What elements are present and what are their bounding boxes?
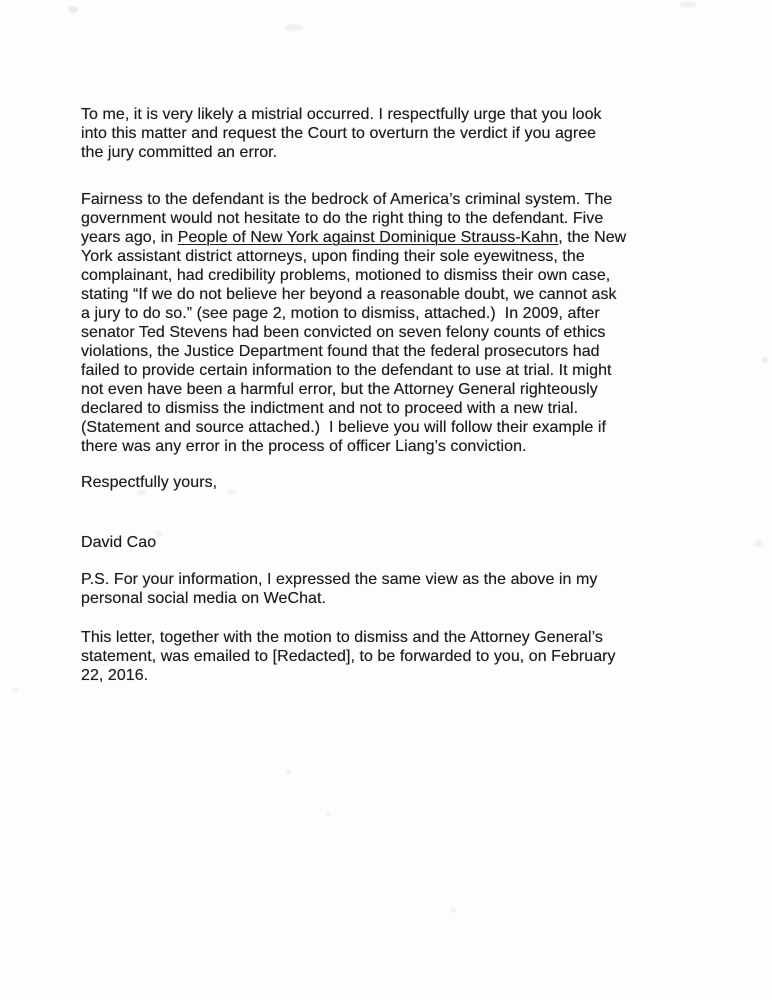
letter-line: declared to dismiss the indictment and not to proceed with a new trial. (81, 400, 579, 417)
letter-line: violations, the Justice Department found that the federal prosecutors had (81, 343, 600, 360)
letter-line: Fairness to the defendant is the bedrock of America’s criminal system. The (81, 191, 613, 208)
letter-line: (Statement and source attached.) I believe you will follow their example if (81, 419, 606, 436)
letter-line: This letter, together with the motion to dismiss and the Attorney General’s (81, 629, 603, 646)
letter-line: a jury to do so.” (see page 2, motion to dismiss, attached.) In 2009, after (81, 305, 600, 322)
letter-line: senator Ted Stevens had been convicted on seven felony counts of ethics (81, 324, 606, 341)
scan-noise-speck (286, 770, 291, 775)
scan-noise-speck (762, 357, 768, 363)
letter-line: into this matter and request the Court to overturn the verdict if you agree (81, 125, 597, 142)
letter-line: there was any error in the process of officer Liang’s conviction. (81, 438, 527, 455)
scan-noise-speck (754, 540, 763, 547)
letter-line: stating “If we do not believe her beyond a reasonable doubt, we cannot ask (81, 286, 617, 303)
letter-line: government would not hesitate to do the right thing to the defendant. Five (81, 210, 604, 227)
paragraph-closing (81, 473, 687, 492)
letter-line: complainant, had credibility problems, motioned to dismiss their own case, (81, 267, 611, 284)
letter-line: failed to provide certain information to the defendant to use at trial. It might (81, 362, 612, 379)
letter-line: David Cao (81, 534, 157, 551)
scan-noise-speck (680, 2, 696, 7)
letter-body (81, 105, 687, 685)
scan-noise-speck (68, 6, 78, 13)
letter-line: York assistant district attorneys, upon finding their sole eyewitness, the (81, 248, 585, 265)
letter-line: the jury committed an error. (81, 144, 278, 161)
letter-line: personal social media on WeChat. (81, 590, 326, 607)
scan-noise-speck (12, 688, 19, 693)
paragraph-postscript (81, 570, 687, 608)
letter-line: Respectfully yours, (81, 474, 218, 491)
letter-line: 22, 2016. (81, 667, 149, 684)
letter-line: To me, it is very likely a mistrial occurred. I respectfully urge that you look (81, 106, 602, 123)
paragraph-signature (81, 533, 687, 552)
letter-line-with-citation: years ago, in People of New York against Dominique Strauss-Kahn, the New (81, 229, 627, 246)
letter-line: P.S. For your information, I expressed the same view as the above in my (81, 571, 598, 588)
letter-line: statement, was emailed to [Redacted], to be forwarded to you, on February (81, 648, 616, 665)
case-citation-underlined: People of New York against Dominique Strauss-Kahn (177, 229, 559, 246)
scan-noise-speck (326, 811, 331, 816)
paragraph-fairness-argument (81, 190, 687, 456)
scan-noise-speck (451, 908, 456, 913)
paragraph-mistrial-claim (81, 105, 687, 162)
paragraph-delivery-note (81, 628, 687, 685)
letter-line: not even have been a harmful error, but the Attorney General righteously (81, 381, 598, 398)
scan-noise-speck (285, 24, 303, 31)
